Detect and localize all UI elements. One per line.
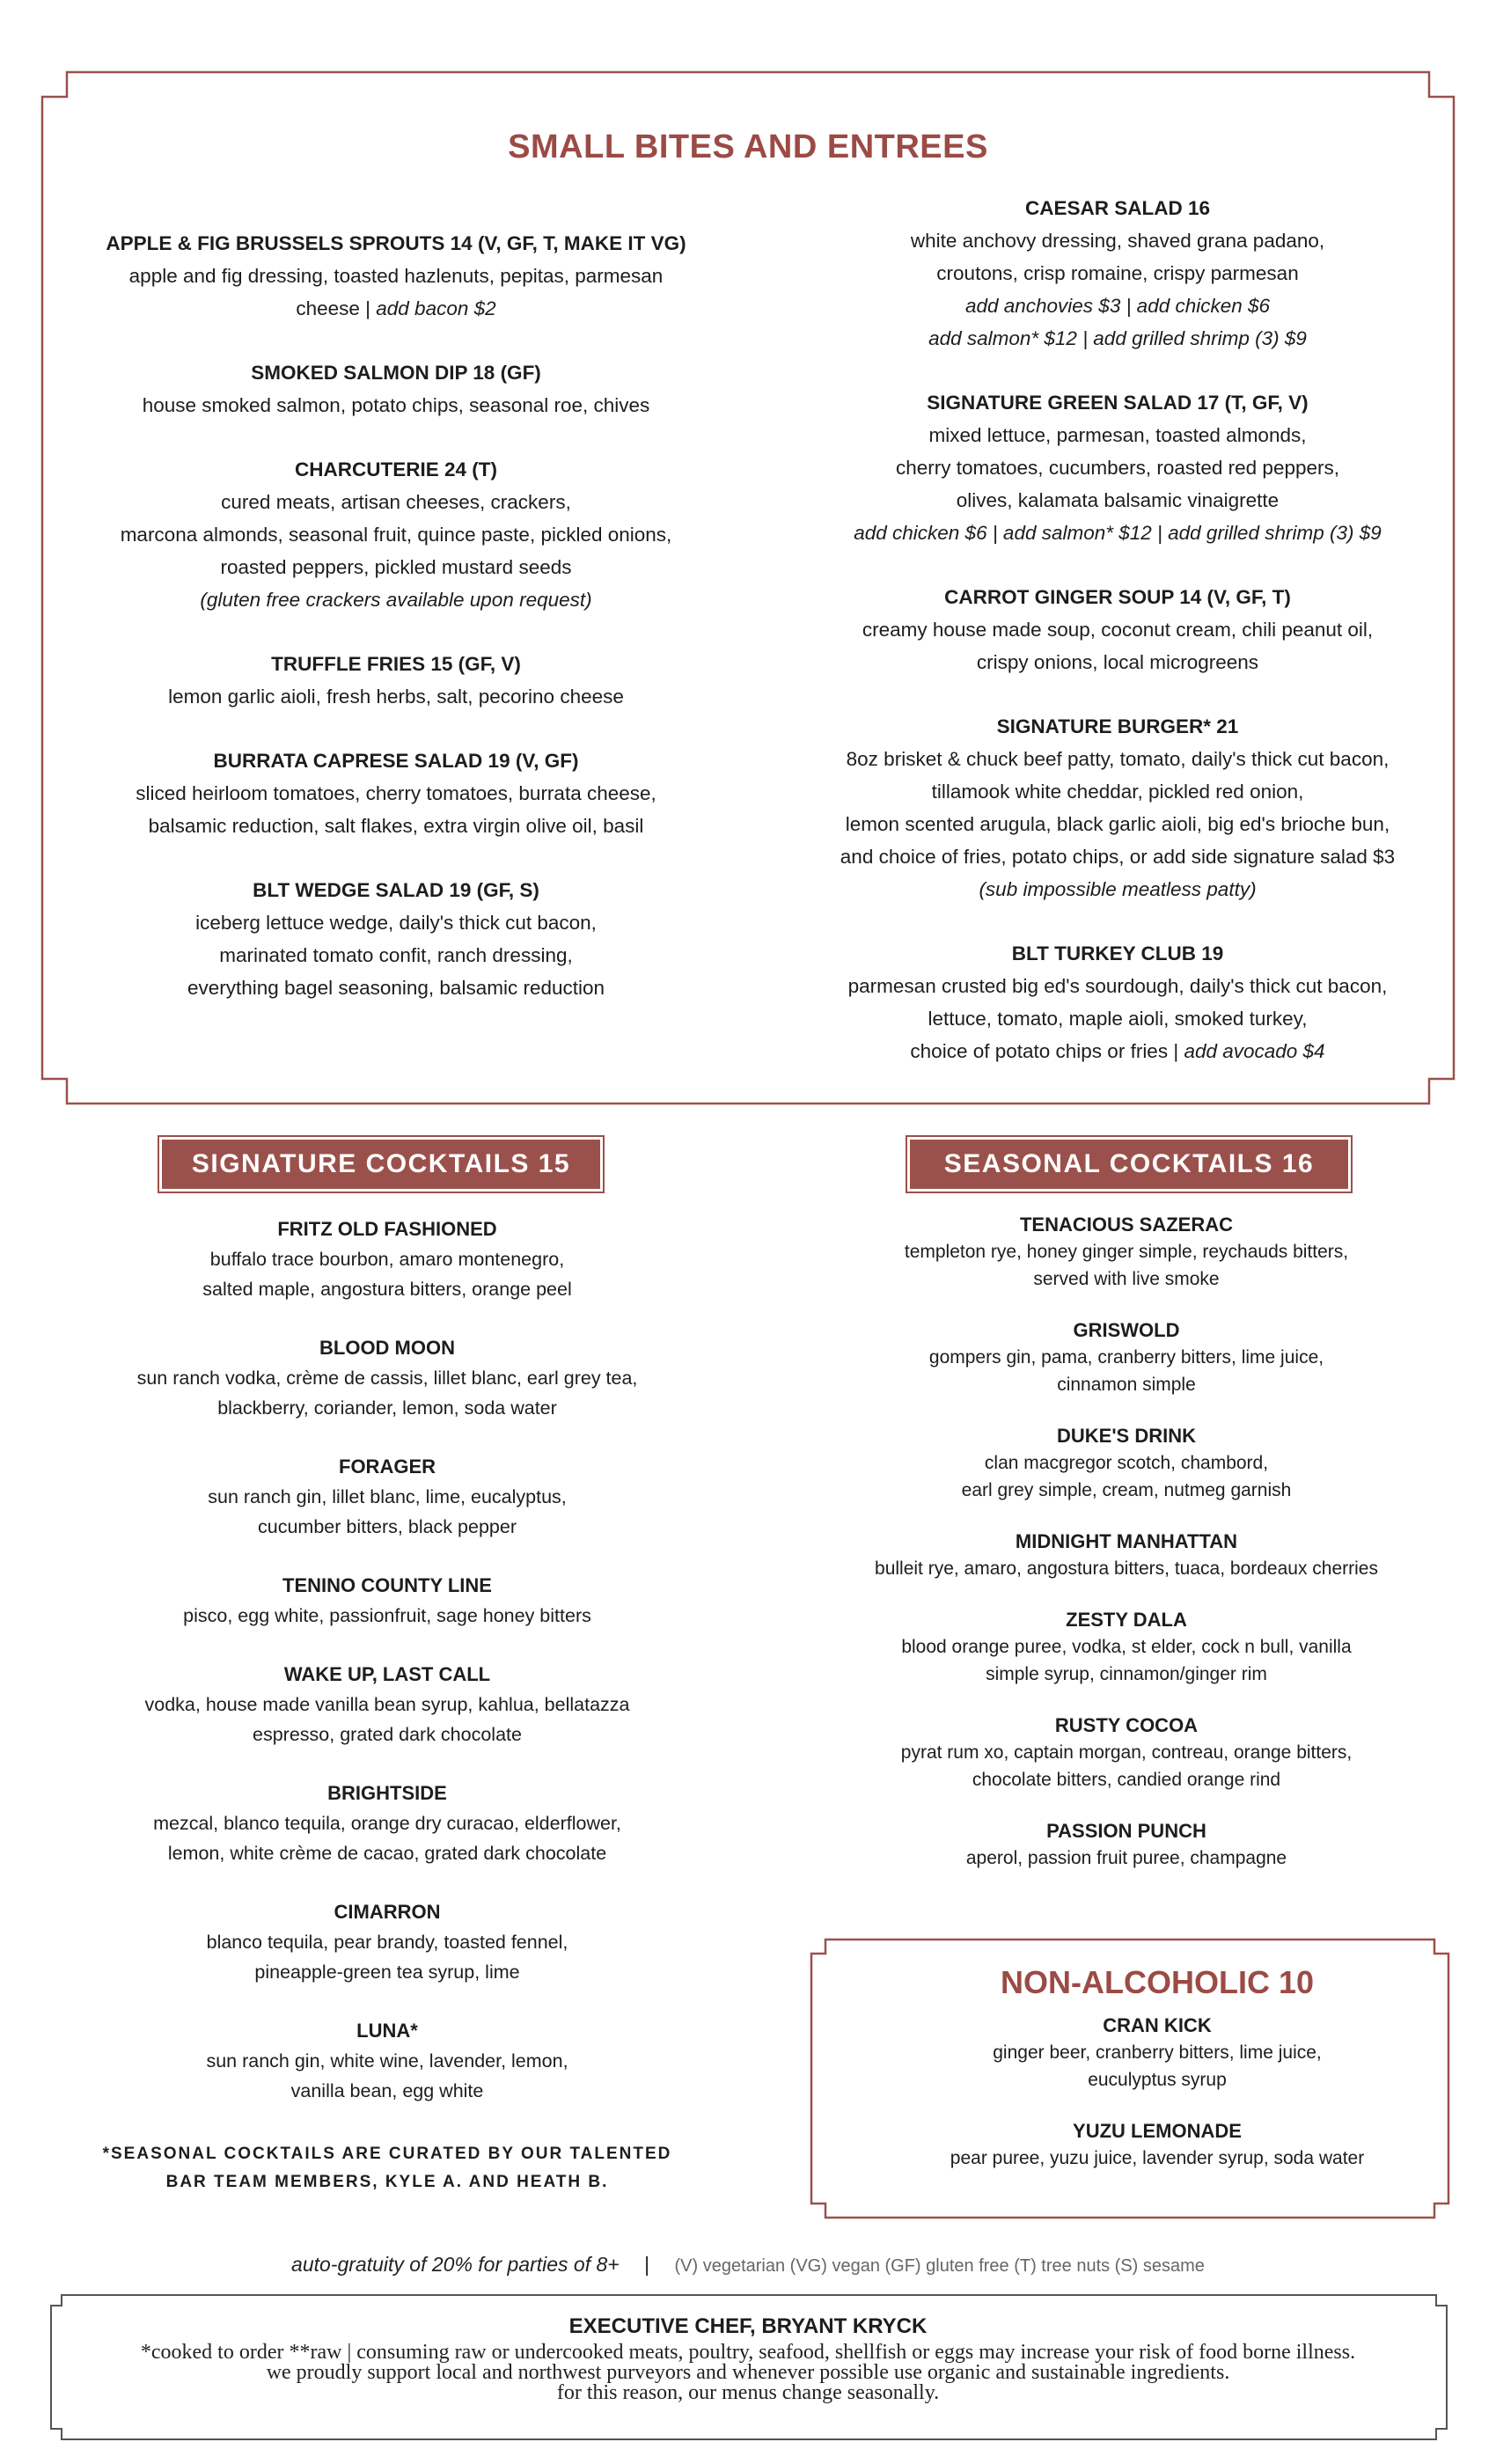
item-description: creamy house made soup, coconut cream, chili peanut oil, [862,619,1374,641]
item-name: RUSTY COCOA [1054,1714,1199,1736]
item-description: marcona almonds, seasonal fruit, quince paste, pickled onions, [120,524,672,546]
item-description: roasted peppers, pickled mustard seeds [220,556,572,578]
item-description: marinated tomato confit, ranch dressing, [219,944,573,966]
item-description: aperol, passion fruit puree, champagne [965,1848,1287,1868]
menu-item [792,1606,1461,1688]
item-description: blanco tequila, pear brandy, toasted fennel, [206,1932,568,1953]
item-description: sun ranch gin, lillet blanc, lime, eucalyptus, [208,1486,567,1507]
item-name: BLT TURKEY CLUB 19 [1011,942,1224,964]
item-addon: add avocado $4 [1184,1040,1325,1062]
gratuity-text: auto-gratuity of 20% for parties of 8+ [291,2253,620,2276]
item-description: chocolate bitters, candied orange rind [972,1770,1281,1790]
item-name: CRAN KICK [1103,2014,1212,2036]
menu-item [62,1214,713,1304]
item-name: TENINO COUNTY LINE [282,1574,492,1596]
item-name: APPLE & FIG BRUSSELS SPROUTS 14 (V, GF, T, MAKE IT VG) [106,232,686,254]
item-description: cinnamon simple [1057,1375,1196,1395]
menu-item [792,1817,1461,1872]
item-description: parmesan crusted big ed's sourdough, daily's thick cut bacon, [847,975,1388,997]
dietary-legend: (V) vegetarian (VG) vegan (GF) gluten free (T) tree nuts (S) sesame [674,2256,1205,2276]
item-name: BLOOD MOON [319,1337,455,1359]
item-name: SMOKED SALMON DIP 18 (GF) [251,362,541,384]
item-name: BURRATA CAPRESE SALAD 19 (V, GF) [213,750,579,772]
menu-item [783,581,1452,678]
menu-item [792,1211,1461,1293]
menu-item [62,744,730,842]
item-description: sun ranch gin, white wine, lavender, lemon, [206,2050,568,2072]
item-description: sun ranch vodka, crème de cassis, lillet blanc, earl grey tea, [136,1368,638,1389]
item-name: YUZU LEMONADE [1073,2120,1242,2142]
item-name: FRITZ OLD FASHIONED [277,1218,497,1240]
divider: | [644,2253,650,2276]
item-name: WAKE UP, LAST CALL [283,1663,491,1685]
item-name: CAESAR SALAD 16 [1024,197,1211,219]
item-description: lemon scented arugula, black garlic aioli, big ed's brioche bun, [845,813,1390,835]
disclaimer-line: *cooked to order **raw | consuming raw or undercooked meats, poultry, seafood, shellfish or eggs may increase your risk of food borne illness. [140,2341,1356,2364]
item-addon: (sub impossible meatless patty) [979,878,1257,900]
item-description: pineapple-green tea syrup, lime [254,1962,520,1983]
seasonal-cocktails-list [792,1211,1461,1896]
item-description: olives, kalamata balsamic vinaigrette [956,489,1280,511]
item-description: lemon, white crème de cacao, grated dark chocolate [167,1843,607,1864]
menu-item [62,2016,713,2106]
item-description: tillamook white cheddar, pickled red onion, [931,781,1304,803]
item-description: white anchovy dressing, shaved grana padano, [910,230,1325,252]
item-description: blackberry, coriander, lemon, soda water [217,1397,557,1419]
item-description: bulleit rye, amaro, angostura bitters, tuaca, bordeaux cherries [875,1558,1378,1579]
menu-item [783,937,1452,1067]
menu-item [62,1333,713,1423]
item-description: served with live smoke [1033,1269,1220,1289]
item-description: ginger beer, cranberry bitters, lime juice, [993,2042,1322,2063]
item-description: earl grey simple, cream, nutmeg garnish [961,1480,1292,1500]
menu-item [792,1422,1461,1504]
menu-item [62,1571,713,1631]
item-description: buffalo trace bourbon, amaro montenegro, [209,1249,565,1270]
item-name: BRIGHTSIDE [327,1782,447,1804]
item-description: euculyptus syrup [1088,2070,1227,2090]
item-description: blood orange puree, vodka, st elder, cock n bull, vanilla [901,1637,1352,1657]
item-name: TRUFFLE FRIES 15 (GF, V) [271,653,521,675]
disclaimer-line: for this reason, our menus change seasonally. [556,2381,940,2404]
item-addon: add bacon $2 [376,297,496,319]
small-bites-left-column [62,227,730,1036]
menu-item [62,1897,713,1987]
item-description: and choice of fries, potato chips, or add side signature salad $3 [840,846,1396,868]
item-description: pisco, egg white, passionfruit, sage honey bitters [183,1605,591,1626]
menu-item [792,1712,1461,1793]
item-description: lemon garlic aioli, fresh herbs, salt, pecorino cheese [168,686,624,708]
menu-item [62,227,730,325]
item-description: mixed lettuce, parmesan, toasted almonds, [928,424,1307,446]
executive-chef: EXECUTIVE CHEF, BRYANT KRYCK [568,2314,928,2338]
section-title-small-bites: SMALL BITES AND ENTREES [508,128,988,165]
item-name: SIGNATURE BURGER* 21 [996,715,1239,737]
item-description: house smoked salmon, potato chips, seasonal roe, chives [142,394,650,416]
item-name: PASSION PUNCH [1046,1820,1206,1842]
item-name: SIGNATURE GREEN SALAD 17 (T, GF, V) [927,392,1309,414]
item-name: ZESTY DALA [1066,1609,1187,1631]
item-description: 8oz brisket & chuck beef patty, tomato, daily's thick cut bacon, [846,748,1390,770]
non-alcoholic-title: NON-ALCOHOLIC 10 [1000,1964,1314,2000]
item-description: simple syrup, cinnamon/ginger rim [986,1664,1267,1684]
item-description: croutons, crisp romaine, crispy parmesan [936,262,1299,284]
menu-item [62,1778,713,1868]
item-description: iceberg lettuce wedge, daily's thick cut bacon, [195,912,597,934]
item-description: sliced heirloom tomatoes, cherry tomatoes, burrata cheese, [136,782,656,804]
menu-item [783,710,1452,906]
item-description: espresso, grated dark chocolate [253,1724,522,1745]
seasonal-cocktails-note [88,2140,686,2196]
non-alcoholic-list [823,2012,1492,2196]
menu-item [62,1660,713,1749]
item-description: pyrat rum xo, captain morgan, contreau, orange bitters, [900,1742,1353,1763]
item-name: CARROT GINGER SOUP 14 (V, GF, T) [944,586,1291,608]
item-name: CHARCUTERIE 24 (T) [294,458,497,480]
menu-item [62,453,730,616]
disclaimer-line: we proudly support local and northwest purveyors and whenever possible use organic and sustainable ingredients. [266,2361,1230,2384]
menu-item [62,1452,713,1542]
item-addon: add anchovies $3 | add chicken $6 [964,295,1271,317]
disclaimer [53,2343,1443,2403]
item-name: BLT WEDGE SALAD 19 (GF, S) [253,879,539,901]
item-addon: add chicken $6 | add salmon* $12 | add grilled shrimp (3) $9 [854,522,1382,544]
item-description: gompers gin, pama, cranberry bitters, lime juice, [928,1347,1324,1368]
item-name: TENACIOUS SAZERAC [1019,1214,1233,1236]
item-name: CIMARRON [334,1901,441,1923]
item-description: templeton rye, honey ginger simple, reychauds bitters, [904,1242,1349,1262]
item-description: lettuce, tomato, maple aioli, smoked turkey, [928,1008,1308,1030]
menu-item [783,386,1452,549]
item-description: everything bagel seasoning, balsamic reduction [187,977,605,999]
signature-cocktails-list [62,1214,713,2135]
item-description-text: cheese | [296,297,377,319]
signature-cocktails-banner: SIGNATURE COCKTAILS 15 [162,1140,600,1189]
item-addon: add salmon* $12 | add grilled shrimp (3) $9 [928,327,1307,349]
item-description: apple and fig dressing, toasted hazlenuts, pepitas, parmesan [128,265,664,287]
item-description: pear puree, yuzu juice, lavender syrup, soda water [950,2148,1365,2168]
item-description: cured meats, artisan cheeses, crackers, [221,491,571,513]
item-name: FORAGER [339,1456,436,1478]
item-name: GRISWOLD [1073,1319,1180,1341]
item-description [783,1035,1452,1067]
note-line: BAR TEAM MEMBERS, KYLE A. AND HEATH B. [165,2173,609,2191]
item-description: balsamic reduction, salt flakes, extra virgin olive oil, basil [148,815,644,837]
item-name: MIDNIGHT MANHATTAN [1015,1530,1238,1552]
menu-item [792,1528,1461,1582]
item-name: LUNA* [356,2020,418,2042]
item-description: vodka, house made vanilla bean syrup, kahlua, bellatazza [144,1694,630,1715]
menu-item [823,2012,1492,2094]
item-description: vanilla bean, egg white [290,2080,484,2101]
item-note: (gluten free crackers available upon request) [200,589,592,611]
menu-item [62,874,730,1004]
seasonal-cocktails-banner: SEASONAL COCKTAILS 16 [910,1140,1348,1189]
menu-item [62,356,730,422]
menu-item [823,2117,1492,2172]
item-description: mezcal, blanco tequila, orange dry curacao, elderflower, [153,1813,621,1834]
gratuity-legend-line [0,2253,1496,2277]
small-bites-right-column [783,192,1452,1099]
item-description-text: choice of potato chips or fries | [910,1040,1184,1062]
note-line: *SEASONAL COCKTAILS ARE CURATED BY OUR TALENTED [102,2145,672,2163]
menu-item [783,192,1452,355]
item-description: cherry tomatoes, cucumbers, roasted red peppers, [896,457,1339,479]
item-description: clan macgregor scotch, chambord, [984,1453,1269,1473]
menu-item [62,648,730,713]
item-description: crispy onions, local microgreens [976,651,1259,673]
item-description: salted maple, angostura bitters, orange peel [202,1279,572,1300]
menu-item [792,1316,1461,1398]
item-description: cucumber bitters, black pepper [258,1516,517,1537]
item-description [62,292,730,325]
item-name: DUKE'S DRINK [1056,1425,1197,1447]
